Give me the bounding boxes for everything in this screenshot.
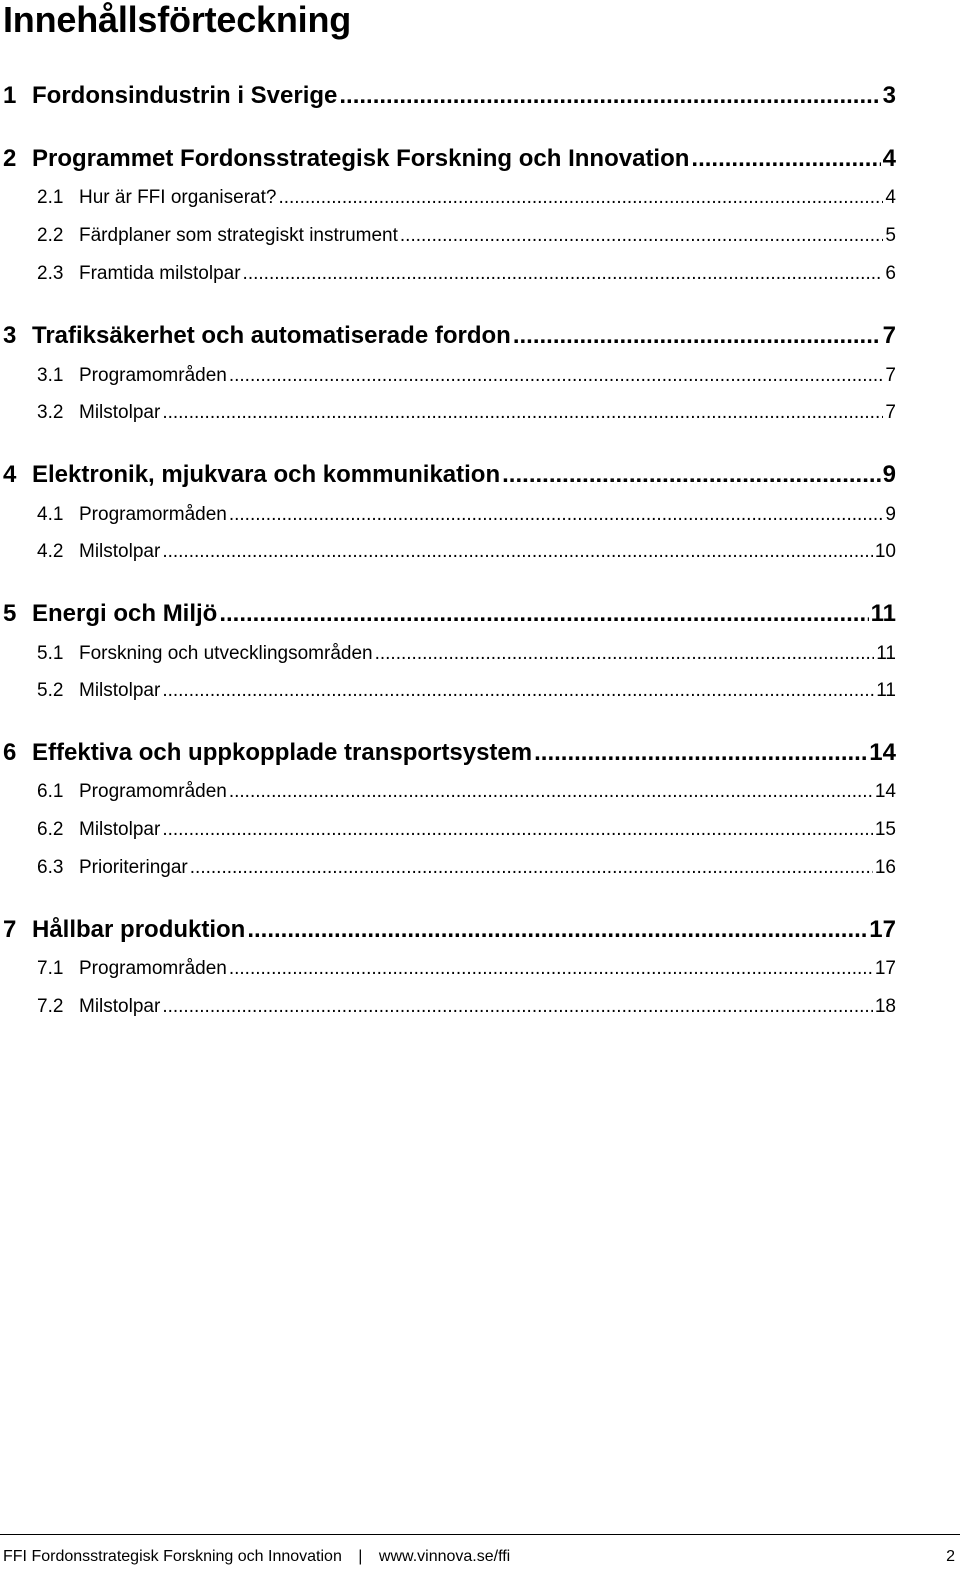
toc-entry-title: Hållbar produktion [32, 916, 246, 943]
toc-entry-page: 7 [882, 322, 896, 349]
toc-entry-page: 7 [885, 402, 896, 423]
toc-entry-4[interactable] [3, 460, 896, 490]
toc-entry-5-2[interactable] [37, 679, 896, 703]
toc-entry-title: Milstolpar [79, 996, 161, 1017]
footer-title: Fordonsstrategisk Forskning och Innovation [31, 1548, 342, 1565]
toc-entry-title: Programmet Fordonsstrategisk Forskning och Innovation [32, 145, 690, 172]
toc-entry-page: 17 [874, 958, 896, 979]
toc-entry-page: 6 [885, 263, 896, 284]
toc-leader-dots [162, 818, 873, 842]
toc-entry-6-2[interactable] [37, 818, 896, 842]
toc-entry-page: 14 [874, 781, 896, 802]
toc-entry-number: 2.3 [37, 263, 64, 284]
toc-leader-dots [339, 81, 880, 111]
toc-entry-title: Programområden [79, 958, 227, 979]
toc-entry-7-1[interactable] [37, 957, 896, 981]
toc-entry-number: 7.1 [37, 958, 64, 979]
toc-leader-dots [162, 540, 873, 564]
toc-entry-title: Forskning och utvecklingsområden [79, 643, 373, 664]
toc-entry-title: Programormåden [79, 504, 227, 525]
toc-entry-page: 7 [885, 365, 896, 386]
toc-entry-page: 11 [876, 680, 896, 701]
toc-entry-title: Trafiksäkerhet och automatiserade fordon [32, 322, 511, 349]
toc-leader-dots [691, 144, 880, 174]
toc-entry-2-1[interactable] [37, 186, 896, 210]
toc-entry-page: 10 [874, 541, 896, 562]
toc-entry-3-2[interactable] [37, 401, 896, 425]
toc-entry-6-1[interactable] [37, 780, 896, 804]
page-title: Innehållsförteckning [3, 0, 352, 40]
toc-entry-title: Milstolpar [79, 680, 161, 701]
toc-entry-number: 5.1 [37, 643, 64, 664]
toc-entry-page: 17 [869, 916, 896, 943]
toc-entry-number: 4 [3, 461, 17, 488]
toc-leader-dots [229, 503, 884, 527]
toc-entry-6[interactable] [3, 738, 896, 768]
toc-entry-number: 6.2 [37, 819, 64, 840]
toc-entry-number: 3.1 [37, 365, 64, 386]
toc-entry-5[interactable] [3, 599, 896, 629]
toc-entry-title: Framtida milstolpar [79, 263, 241, 284]
toc-entry-page: 9 [882, 461, 896, 488]
page-footer [0, 1534, 960, 1573]
toc-entry-number: 2.2 [37, 225, 64, 246]
toc-entry-number: 6.3 [37, 857, 64, 878]
toc-entry-number: 5 [3, 600, 17, 627]
toc-entry-4-1[interactable] [37, 503, 896, 527]
toc-entry-title: Hur är FFI organiserat? [79, 187, 277, 208]
toc-entry-page: 16 [874, 857, 896, 878]
toc-entry-1[interactable] [3, 81, 896, 111]
toc-entry-title: Effektiva och uppkopplade transportsystem [32, 739, 533, 766]
footer-separator: | [358, 1548, 363, 1565]
toc-entry-title: Programområden [79, 781, 227, 802]
toc-leader-dots [229, 364, 884, 388]
toc-entry-title: Milstolpar [79, 541, 161, 562]
toc-entry-5-1[interactable] [37, 642, 896, 666]
toc-entry-number: 4.2 [37, 541, 64, 562]
toc-leader-dots [278, 186, 883, 210]
toc-entry-page: 5 [885, 225, 896, 246]
toc-entry-title: Milstolpar [79, 402, 161, 423]
toc-entry-title: Elektronik, mjukvara och kommunikation [32, 461, 501, 488]
toc-leader-dots [162, 401, 883, 425]
toc-entry-number: 6 [3, 739, 17, 766]
toc-entry-number: 2 [3, 145, 17, 172]
toc-entry-number: 3.2 [37, 402, 64, 423]
toc-entry-page: 11 [870, 600, 896, 627]
toc-leader-dots [190, 856, 873, 880]
footer-brand: FFI [3, 1548, 27, 1565]
toc-entry-title: Energi och Miljö [32, 600, 218, 627]
toc-entry-number: 6.1 [37, 781, 64, 802]
toc-entry-number: 1 [3, 82, 17, 109]
toc-entry-3-1[interactable] [37, 364, 896, 388]
toc-entry-title: Färdplaner som strategiskt instrument [79, 225, 398, 246]
toc-leader-dots [534, 738, 867, 768]
footer-url[interactable]: www.vinnova.se/ffi [378, 1548, 511, 1565]
toc-leader-dots [247, 915, 867, 945]
toc-leader-dots [219, 599, 868, 629]
toc-entry-2-3[interactable] [37, 262, 896, 286]
toc-leader-dots [375, 642, 875, 666]
toc-leader-dots [243, 262, 884, 286]
toc-entry-page: 9 [885, 504, 896, 525]
toc-entry-number: 5.2 [37, 680, 64, 701]
toc-entry-number: 4.1 [37, 504, 64, 525]
toc-entry-number: 7.2 [37, 996, 64, 1017]
footer-page-number: 2 [946, 1548, 955, 1565]
toc-leader-dots [229, 780, 873, 804]
toc-entry-number: 7 [3, 916, 17, 943]
toc-entry-page: 11 [876, 643, 896, 664]
toc-entry-number: 3 [3, 322, 17, 349]
toc-entry-title: Fordonsindustrin i Sverige [32, 82, 338, 109]
toc-leader-dots [513, 321, 881, 351]
footer-text [3, 1547, 510, 1567]
toc-entry-7[interactable] [3, 915, 896, 945]
toc-entry-page: 4 [885, 187, 896, 208]
toc-entry-page: 4 [882, 145, 896, 172]
toc-entry-2-2[interactable] [37, 224, 896, 248]
toc-entry-title: Milstolpar [79, 819, 161, 840]
toc-entry-number: 2.1 [37, 187, 64, 208]
toc-leader-dots [162, 679, 874, 703]
toc-leader-dots [229, 957, 873, 981]
toc-leader-dots [502, 460, 881, 490]
toc-entry-7-2[interactable] [37, 995, 896, 1019]
toc-entry-3[interactable] [3, 321, 896, 351]
toc-entry-title: Prioriteringar [79, 857, 188, 878]
toc-leader-dots [400, 224, 884, 248]
toc-entry-page: 15 [874, 819, 896, 840]
toc-entry-page: 18 [874, 996, 896, 1017]
toc-entry-title: Programområden [79, 365, 227, 386]
toc-entry-4-2[interactable] [37, 540, 896, 564]
toc-entry-page: 14 [869, 739, 896, 766]
toc-entry-page: 3 [882, 82, 896, 109]
toc-entry-2[interactable] [3, 144, 896, 174]
toc-leader-dots [162, 995, 873, 1019]
toc-entry-6-3[interactable] [37, 856, 896, 880]
